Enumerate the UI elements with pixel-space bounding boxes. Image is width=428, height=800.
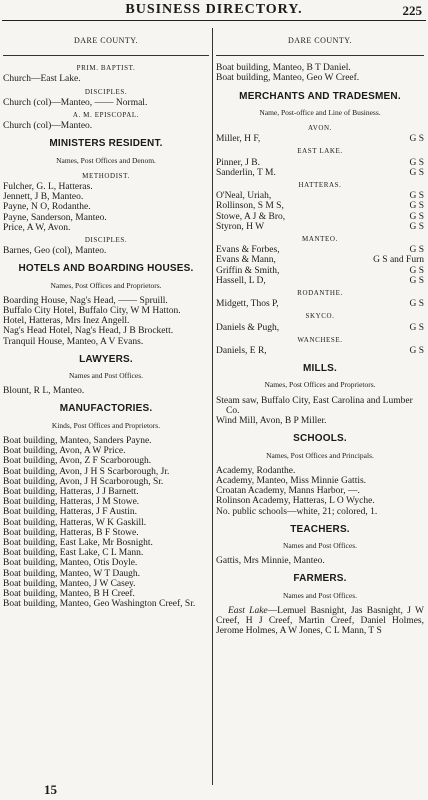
merchant-row — [216, 299, 424, 309]
merchant-line: G S — [409, 346, 424, 357]
directory-entry: Boat building, Manteo, Sanders Payne. — [3, 435, 152, 446]
town-heading: RODANTHE. — [297, 289, 343, 298]
directory-entry: Church (col)—Manteo, —— Normal. — [3, 97, 148, 108]
schools-list — [216, 466, 424, 517]
ministers-list — [3, 171, 209, 257]
section-subheading: Names, Post Offices and Proprietors. — [50, 280, 162, 290]
directory-entry: Nag's Head Hotel, Nag's Head, J B Brockett. — [3, 326, 174, 337]
directory-entry: Boat building, Hatteras, J M Stowe. — [3, 497, 140, 508]
merchant-line: G S — [409, 322, 424, 333]
directory-entry: Boat building, Avon, Z F Scarborough. — [3, 456, 152, 467]
directory-entry: Boat building, Hatteras, J J Barnett. — [3, 486, 139, 497]
town-heading: AVON. — [307, 124, 333, 133]
merchant-name: Rollinson, S M S, — [216, 201, 284, 212]
merchant-name: Miller, H F, — [216, 134, 261, 145]
directory-entry: Blount, R L, Manteo. — [3, 386, 85, 397]
merchant-row — [216, 158, 424, 168]
merchant-name: Midgett, Thos P, — [216, 299, 279, 310]
directory-entry: Church (col)—Manteo. — [3, 121, 93, 132]
merchant-row — [216, 134, 424, 144]
section-subheading: Kinds, Post Offices and Proprietors. — [51, 420, 161, 430]
denomination-heading: PRIM. BAPTIST. — [76, 64, 136, 73]
directory-entry: Boat building, Manteo, B T Daniel. — [216, 63, 351, 74]
section-subheading: Names, Post Offices and Denom. — [56, 155, 156, 165]
directory-entry: Croatan Academy, Manns Harbor, —. — [216, 486, 360, 497]
merchant-name: Evans & Mann, — [216, 255, 276, 266]
directory-entry: Boat building, East Lake, C L Mann. — [3, 548, 144, 559]
header-rule — [2, 20, 426, 21]
churches-block — [3, 63, 209, 131]
farmers-place: East Lake — [228, 605, 268, 616]
merchant-row — [216, 201, 424, 211]
directory-entry: Boat building, Manteo, Otis Doyle. — [3, 558, 138, 569]
town-heading: MANTEO. — [302, 235, 338, 244]
directory-entry: Boat building, Hatteras, J F Austin. — [3, 507, 138, 518]
merchant-row — [216, 245, 424, 255]
directory-entry: Fulcher, G. L, Hatteras. — [3, 182, 93, 193]
hotels-list — [3, 296, 209, 347]
merchant-name: Sanderlin, T M. — [216, 167, 276, 178]
county-rule — [216, 55, 424, 56]
merchant-line: G S — [409, 265, 424, 276]
directory-entry: Boat building, Avon, J H S Scarborough, Jr. — [3, 466, 170, 477]
directory-entry: Boat building, Hatteras, B F Stowe. — [3, 527, 139, 538]
merchant-line: G S and Furn — [373, 255, 424, 266]
section-subheading: Names, Post Offices and Principals. — [266, 450, 374, 460]
merchant-row — [216, 212, 424, 222]
directory-entry: Boat building, Manteo, B H Creef. — [3, 588, 135, 599]
section-heading-manufactories: MANUFACTORIES. — [59, 403, 153, 415]
merchant-name: Styron, H W — [216, 221, 265, 232]
merchant-row — [216, 346, 424, 356]
denomination-heading: DISCIPLES. — [84, 236, 128, 245]
merchant-line: G S — [409, 134, 424, 145]
manufactories-list — [3, 436, 209, 609]
section-subheading: Names, Post Offices and Proprietors. — [264, 380, 376, 390]
section-heading-schools: SCHOOLS. — [293, 433, 347, 445]
section-heading-merchants: MERCHANTS AND TRADESMEN. — [239, 90, 401, 102]
lawyers-list — [3, 386, 209, 396]
merchant-name: Griffin & Smith, — [216, 265, 280, 276]
directory-entry: Rolinson Academy, Hatteras, L O Wyche. — [216, 496, 375, 507]
denomination-heading: A. M. EPISCOPAL. — [72, 111, 140, 120]
section-subheading: Names and Post Offices. — [282, 540, 357, 550]
continued-entries — [216, 63, 424, 83]
merchant-line: G S — [409, 275, 424, 286]
section-heading-teachers: TEACHERS. — [290, 523, 350, 535]
directory-entry: Price, A W, Avon. — [3, 222, 71, 233]
directory-entry: Boat building, Manteo, Geo Washington Creef, Sr. — [3, 599, 196, 610]
directory-entry: Church—East Lake. — [3, 74, 81, 85]
directory-entry: Boat building, Manteo, Geo W Creef. — [216, 73, 360, 84]
left-column — [3, 36, 209, 609]
directory-entry: Jennett, J B, Manteo. — [3, 192, 84, 203]
merchant-row — [216, 276, 424, 286]
page-title: BUSINESS DIRECTORY. — [125, 2, 303, 17]
merchant-row — [216, 191, 424, 201]
directory-entry: Boat building, Manteo, W T Daugh. — [3, 568, 141, 579]
section-heading-hotels: HOTELS AND BOARDING HOUSES. — [18, 263, 194, 275]
section-heading-mills: MILLS. — [303, 363, 337, 375]
merchant-name: O'Neal, Uriah, — [216, 191, 272, 202]
town-heading: WANCHESE. — [297, 335, 343, 344]
merchant-row — [216, 222, 424, 232]
merchant-line: G S — [409, 299, 424, 310]
column-divider — [212, 28, 213, 785]
merchant-row — [216, 255, 424, 265]
teachers-list — [216, 556, 424, 566]
directory-entry: Tranquil House, Manteo, A V Evans. — [3, 336, 144, 347]
merchant-name: Daniels & Pugh, — [216, 322, 280, 333]
section-subheading: Names and Post Offices. — [282, 590, 357, 600]
directory-entry: Boat building, East Lake, Mr Bosnight. — [3, 537, 153, 548]
town-heading: SKYCO. — [305, 312, 335, 321]
directory-entry: Steam saw, Buffalo City, East Carolina and Lumber Co. — [216, 395, 413, 416]
directory-entry: Academy, Manteo, Miss Minnie Gattis. — [216, 475, 367, 486]
denomination-heading: METHODIST. — [82, 171, 130, 180]
directory-entry: Wind Mill, Avon, B P Miller. — [216, 416, 327, 427]
merchant-line: G S — [409, 157, 424, 168]
county-rule — [3, 55, 209, 56]
page-header — [0, 0, 428, 20]
merchant-line: G S — [409, 211, 424, 222]
town-heading: EAST LAKE. — [297, 147, 343, 156]
mills-list — [216, 396, 424, 427]
merchant-row — [216, 266, 424, 276]
merchants-list — [216, 123, 424, 356]
farmers-paragraph — [216, 606, 424, 637]
directory-entry: Boat building, Avon, A W Price. — [3, 446, 126, 457]
county-heading: DARE COUNTY. — [287, 36, 353, 45]
merchant-name: Pinner, J B. — [216, 157, 260, 168]
section-heading-ministers: MINISTERS RESIDENT. — [49, 138, 163, 150]
directory-entry: Barnes, Geo (col), Manteo. — [3, 246, 107, 257]
merchant-line: G S — [409, 221, 424, 232]
directory-entry: Academy, Rodanthe. — [216, 465, 296, 476]
merchant-name: Evans & Forbes, — [216, 245, 280, 256]
farmers-names: —Lemuel Basnight, Jas Basnight, J W Creef, H J Creef, Martin Creef, Daniel Holmes, Jerome Holmes, A W Jones, C L Mann, T S — [216, 605, 424, 637]
merchant-line: G S — [409, 201, 424, 212]
merchant-name: Daniels, E R, — [216, 346, 267, 357]
merchant-line: G S — [409, 191, 424, 202]
section-subheading: Names and Post Offices. — [68, 371, 143, 381]
section-heading-lawyers: LAWYERS. — [79, 353, 133, 365]
merchant-row — [216, 168, 424, 178]
merchant-name: Hassell, L D, — [216, 275, 266, 286]
directory-entry: Hotel, Hatteras, Mrs Inez Angell. — [3, 316, 130, 327]
merchant-line: G S — [409, 167, 424, 178]
town-heading: HATTERAS. — [298, 181, 342, 190]
county-heading: DARE COUNTY. — [73, 36, 139, 45]
directory-entry: Boat building, Manteo, J W Casey. — [3, 578, 136, 589]
directory-entry: Boat building, Hatteras, W K Gaskill. — [3, 517, 147, 528]
directory-entry: Boat building, Avon, J H Scarborough, Sr. — [3, 476, 164, 487]
section-heading-farmers: FARMERS. — [293, 573, 347, 585]
merchant-name: Stowe, A J & Bro, — [216, 211, 286, 222]
footer-number: 15 — [44, 782, 57, 797]
directory-entry: Buffalo City Hotel, Buffalo City, W M Hatton. — [3, 306, 181, 317]
directory-entry: Payne, Sanderson, Manteo. — [3, 212, 107, 223]
merchant-line: G S — [409, 245, 424, 256]
directory-entry: No. public schools—white, 21; colored, 1. — [216, 506, 378, 517]
directory-entry: Boarding House, Nag's Head, —— Spruill. — [3, 295, 168, 306]
right-column — [216, 36, 424, 636]
directory-entry: Gattis, Mrs Minnie, Manteo. — [216, 556, 325, 567]
denomination-heading: DISCIPLES. — [84, 87, 128, 96]
page-number: 225 — [402, 3, 422, 18]
directory-entry: Payne, N O, Rodanthe. — [3, 202, 91, 213]
merchant-row — [216, 323, 424, 333]
section-subheading: Name, Post-office and Line of Business. — [259, 107, 381, 117]
